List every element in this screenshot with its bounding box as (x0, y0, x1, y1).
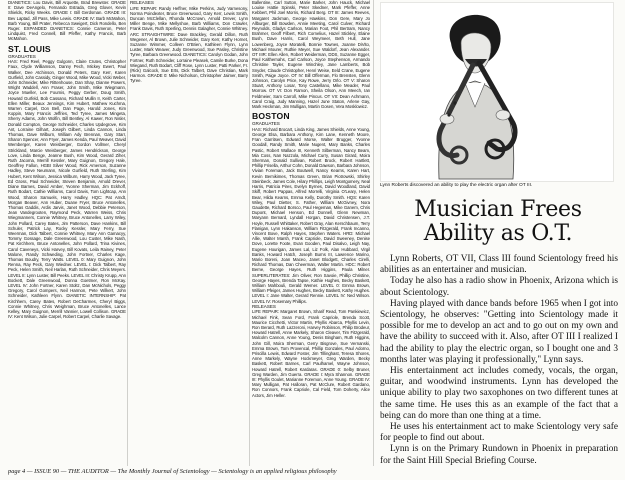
graduates-column-1 (8, 0, 126, 468)
graduates-column-3 (252, 0, 370, 468)
article-paragraph: Lynn Roberts, OT VII, Class III found Scientology freed his abilities as an entertainer and musician. (380, 254, 618, 276)
article-paragraph: His entertainment act includes comedy, vocals, the organ, guitar, and woodwind instruments. Lynn has developed the unique ability to play two saxophones on two different tunes at the same time. He uses this as an example of the fact that a being can do more than one thing at a time. (380, 366, 618, 421)
column-divider (373, 0, 374, 466)
boston-heading: BOSTON (252, 111, 290, 122)
graduates-column-2 (130, 0, 248, 468)
musician-with-saxophones-illustration (381, 3, 613, 181)
column-divider (249, 0, 250, 466)
page-footer: page 4 — ISSUE 90 — THE AUDITOR — The Monthly Journal of Scientology — Scientology is an applied religious philosophy (8, 468, 337, 475)
boston-releases-subheading: RELEASES (252, 303, 276, 309)
st-louis-graduates-subheading: GRADUATES (8, 53, 36, 59)
boston-graduates-subheading: GRADUATES (252, 121, 280, 127)
article-paragraph: He uses his entertainment act to make Scientology very safe for people to find out about. (380, 422, 618, 444)
article-paragraph: Lynn is on the Primary Rundown in Phoenix in preparation for the Saint Hill Special Briefing Course. (380, 444, 618, 466)
boston-graduates-text: HAS: Richard Brocart, Linda King, James Shields, Anne Young, George Elsa, Barbara Anthony, Kim Lane, Kenneth Moore, Fran Garritsen, Edward Morse, Walter Brugger, Yvonne Goodall, Randy Smith, Marie Nugent, Mary Banks, Charles Pastic, Robert Wallace III, Kenneth Silberman, Nancy Beam, Mia Coss, Nan Nazzola, Michael Curry, Susan Girard, Moira Sherman, Donald Sullivan, Robert Brock, Robert Hartlett, Phillip Frisella, Arthur Cohn, Donald Dawson, Barbara Johnson, Vivian Foreman, Jack Boutwell, Nancy Kearns, Karen Hart, Kevin Bernikimes, Thomas Green, Brian Piotrowski, Shirley Steinbeck, James Cole, Hilary Phillips, Leigh Montgomery, Neal Harris, Patricia Pires, Evelyn Byrnes, David Woodland, David Skiff, Robert Pappas, Alfred Morrelli, Virginia O'Leary, Helen Bear, Hilda Kearns, Emma Kelly, Dorothy Smith. HQS: Karen Wiley, Paul Dietter, S. Father, William McGivney, Nora Gaudette, Richard Borsco, Paul Hegeman, Mike Ganem, Chris Dupont, Michael Henson, Ed Donnell, Glenn Newman, Maryann Bernard, Lyndall Horgan, David Christensen, J.T. Hoyle, Russell Whittaker, Robert Gray, Alan Kerschbaum, Terry Flanigan, Lynn Hakanson, William Fitzgerald, Frank Incanno, Vincent Bove, Ralph Hayes, Stephen Waters. HRD: Michael Allie, Walter Marsh, Frank Capriole, David Sweeney, Denise Dove, Lorette Foote, Evan Gooden, Paul Disalvo, Leigh Nay, Eugene Hourigan, James Lal, Liz Folk, Alan Hubbard, Virgil Banks, Howard Hatch, Joseph Burns III, Lawrence Marino, Mario Boreni, Joan Maceo, Janet Blodgett, Charles Cirelli, Richard Thomas, Dan Cheerman, Walter Martin. HDC: Robert Berne, George Hayes, Ruth Higgins, Paula Milner. SUPERLITERATES: Jim Oliver, Ron Savoie, Phillip Christine, George Hayes, Brenda Tapse, Kathie Hughes, Becky Baskett, William Mahbouli, Gerald Wemer. LEVEL 0: Emma Brown, William Pfeiger, James Hughes, Becky Baskett, Kathy Hughes. LEVEL I: Jane Walter, Gerard Rennie. LEVEL IV: Ned Wilson. LEVEL IV: Rosemary Phillips. (252, 126, 370, 304)
article-paragraph: Today he also has a radio show in Phoenix, Arizona which is about Scientology. (380, 276, 618, 298)
st-louis-heading: ST. LOUIS (8, 43, 51, 54)
st-louis-releases-subheading: RELEASES (130, 0, 154, 5)
column3-top-text: Ballentine, Carl Sutton, Marie Barker, John Hauck, Michael Louise Hattie Spinski, Peter Skedner, Mark Pfeffer, Anne Kebbert, Phil Joel Morris, Richard Berg. OT III: James Reeves, Margaret Jackman, George Hawkins, Don Gere, Mary Jo Allburger, Bill Bowden, Annie Meeting, Carol Culver, Richard Reynolds, Gladys Carlson, Marian Foot, Phil Bertram, Nancy Brahmer, Geoff Filbert, Rich Cornelius, Hazel Stickley, Elaine Bush, Dave Harris, Carol Weymeer, Beth Hull, Jane Lowenberg, Joyce Moratelli, Bonnie Townes, Joanne DiVito, Michael Mourer, Ruthie Meyer, Sue Waldorf, Jean Alexander. OT IIIR: Ellen Allen, Robert Weiderman, DDS, Suzanne Egger, Paul Kalthernahs, Carl Carlson, Joyce Stephenson, Armando Christine Tayler, Eugene Winchley, Jane Lamberts, Bob Snyder, Claude Christopher, Henri Weise, Eeld Crane, Eugene Smith, Paige Joyce. OT IV: Bill Offerman, Flo Brensten, Glenn Johnson, Carolyn Price, Kay Rowe, Jerry Orlo. OT V: Sharon Stuart, Anthony Losar, Tony Castellano, Mike Meader, Paul Morrow. OT VI: Don Ramon, Sheila Olson, Ann Meech, Ian Feldmeier, Sam Carroll, Mike Pincus. OT VII: Dean Achmann, Carol Craig, Judy Manning, Hazel June Staton, Arlene Gay, Mark Heckman, Jim Mulligan, Martin Gosen, Vera Mosklowicz. (252, 0, 370, 110)
column-divider (127, 0, 128, 466)
st-louis-graduates-text: HAS: Fred Reel, Peggy Gulgonn, Claire Crutes, Christopher Faux, Clyde Williamson, Danny Pech, Mickey Ewert, Paul Walker, Dee Atchinson, Donald Peters, Gary Kerr, Karen Gurfield, John Cassidy, Ginger Wood, Mike Wood, Vicki Weber, John Schneider, Mike Rittenhouse, Dan Shay, Dianne Powers, Wright Waddell, Ann Fraser, John Smith, Mike Wiegmann, Joyce Mueller, Lee Fournis, Peggy Gerber, Doug Smith, Howard Gurfeld, Bob Cassano, Richard Mullin II, Keith Carter, Ellen Miller, Beaux Jennings, Kim Hubert, Mathew Kuchma, Warren Carpel, Don Bell, Dan Page, Harold Jones, Kim Koppin, Mary Francis Jeffries, Ted Tyree, James Mingeta, Sherry Adams, John Wolfin, Bill Bentley, Al Kawer, Ron Nisler, Donald Compton, George Schneider, Charles Updegrove, Kim Ant, Lorraine Gilhart, Joseph Gilbert, Linda Cannon, Linda Thomas, Dave Wilburn, William Ady Brennan, Gary Starr, Sharon Spencer, Ann Fryer, James Kenda, Paul Weaver, David Wemberger, Karen Weisberger, Gordon Vollmer, Cheryl Strickland, Marcie Weisberger, James Hendrickson, George Love, Linda Benge, Jeanne Bush, Kim Wood, Gerard Ziher, Ruth Jacoma, Merrill Kessler, Mary Guignon, Gregory Hale, Geoffrey Fallon, HGBI Silver Wood, Rick Amerson, Suzanne Hadley, Steve Neumann, Nicole Gurfield, Ruth Sterling, Kim Hubert, Kent Wilson, Jessica Wilburn, Harry Wood, Jack Tyree, Ed Gross, Paul Schneider, Steven Benjamin, Arnold Drever, Diane Barnes, David Amber, Yvonne Sherman, Jim Eckhoff, Ruth Bodart, Cathie Williams, Carol Davis, Tom Lightcap, Ann Wood, Sharon Samuels, Harry Hadley, HQC: Pat Arndt, Morgan Beaver, Ann Huber, Duane Fryer, Bruce Antonelles, Thomas Gaddis, Ardis Jarvis, Janet Wood, Debbie Peterson, Jean Vandegrooten, Raymond Peck, Warren Weiss, Chris Wiegmanners, Connie Whitney, Bruce Antonelles, Larry Wiley, John Pollard, Carey Bates, Jim Patterson, Dave Hankins, Bill Schuler, Patrick Lay, Rocky Kessler, Mary Ferry, Sue Weerman, Dick Talbert, Connie Whitney, Mary Ann Gamacyy, Tommy Gossage, Dale Greenwood, Lou Custer, Mike Nash, Pat Kirchhem, Bruce Antonelles, John Pollard, Trina Kivines, Carol Caveneys, Vicki Harvey, Bill Kovats, Leila Rainey, Peter Malone, Randy Schweding, John Fortner, Charles Kage, Thomas Boudry, Terry Watts. LEVEL 0: Mary Guignon, John Renna, Ray Peck, Gary Wiedner. LEVEL I: Dick Talbert, Ray Peck, Helen Smith, Neil Harlan, Ruth Schneider, Chris Meyers. LEVEL II: Lynn Luster, Bill Peeks. LEVEL III: Christy Krupp, Ann Bockett, Dale Greenwood, Donna Goetmer, Ron McKay. LEVEL IV: John Fortner, Karen Stoltz, Dan McNichols, Peggy Gregory, Carol Gompers, Neil Harmon, Pete Wilkert, John Schneider, Kathleen Flynn. DIANETIC INTERNSHIP: Pat Kirchhem, Carey Bates, Robert DeCharmes, Cheryl Biggs, Connie Whitney, Chris Weighman, Bruce Antonelles, Lance Kelley, Mary Guignon, Merrill Vannier, Lowell Collison. GRADE IV: Kent Wilson, Julie Carpel, Robert Carpel, Charlie Savage. (8, 59, 126, 320)
photo-caption: Lynn Roberts discovered an ability to play the electric organ after OT III. (380, 183, 533, 188)
article-headline: Musician Frees Ability as O.T. (414, 197, 582, 246)
boston-releases-text: LIFE REPAIR: Margaret Brown, Sharif Read, Tom Pankiewicz, Michael Fink, Sean Ford, Frank Capriole, Brenda Scott, Maurice Cicchetti, Victor Martin, Phyllis Abarca, Phyllis Levin, Ron Berard, Ruth Lazzeroni, Harvey Robinson, Philip Brodeur, Howard Hatrell, Anne Markely, Sharon Cleaver, Tim Fitzgerald, Malcolm Cannon, Anne Young, Denis Bingham, Ruth Higgins, John Gill, Moira Sherman, Gerry Bisgrove, Sue Vernanski, Emma Brown, Tom Provencal, Phillip Gonzales, Paul Adorno, Priscilla Lewis, Edward Foster, Jim Tillinghast, Teresa Shores, Anne Markely, Wayne Hockmeyer, Greg Warden, Becky Baskett, Robert Barnes, Carl Paulhamel, Wayne Johnson, Howard Hatrell, Robert Kardaras. GRADE 0: Selby Bruner, Greg Warden, Jim Guerra. GRADE I: Myra Shannon. GRADE III: Phyllis Goulet, Marianne Foremon, Anne Young. GRADE IV: Mary Mulligan, Pat Halloran, Pat McClure, Robert Gardano, Ron Connors, Frank Capriole, Cal Field, Tom Doherty, Alice Actors, Jim Heller. (252, 309, 370, 398)
column1-top-text: DIANETICS: Lou Davis, Bill Arquette, Brad Brewster. GRADE II: Dave DeAngelo, Fernando Estrada, Greg Glover, Kevin Shields, Ricky Weeks. GRADE I: Bill Gerdsman. GRADE III: Bev Laptad, Jill Pass, Mike Lewis. GRADE IV: Barb McMahon, Barb Young, Bill Prater, Rebecca Sweigert, Dick Rondello, Ben Ruger. EXPANDED DIANETICS: Connie Cameron, Peter Lindquist, Fred Connell, Bill Pfeffer, Kathy Francis, Barb McMahon. (8, 0, 126, 42)
article-paragraph: Having played with dance bands before 1965 when I got into Scientology, he observes: "Getting into Scientology made it possible for me to develop an act and to go out on my own and have the ability to succeed with it. Also, after OT III I realized I had the ability to play the electric organ, so I bought one and 3 months later was playing it professionally," Lynn says. (380, 298, 618, 365)
musician-photo (380, 2, 614, 182)
st-louis-releases-text: LIFE REPAIR: Randy Heffner, Mike Perkins, Judy Varnesony, Norma Poindexter, Bruce Greenwood, Gary Kerr, Lewis Smith, Duncan McClellan, Rhonda McCrown, Arnold Drever, Lynn Miller Benge, Mike Mellyshoe, Barb Williams, Don Crawler, Frank Davis, Ruth Sperling, Dennis Galagher, Connie Whitney. ARC STRAIGHTWIRE: Dave Brackley, Gerald Dillon, Ruth Wegener, Al Brown, Julie Schneider, Gary Kerr, Kathy Hornet, Suzanne Wimmer, Colleen O'Brien, Kathleen Flynn, Lynn Luster, Mark Weaver, Judy Greenwood, Sue Pasley, Christine Tyree, Barbara Greenwood. DIANETICS: Carolyn Godan, John Fortner, Ruth Schneider, Lorraine Pleasek, Camile Burke, Dona Wiegand, Ruth Bodart, Cliff Rose, Lynn Luster, Patti Parker, Fr. (Rick) Galcock, Sue Erts, Dick Talbert, Dave Christian, Mark Harmon. GRADE 0: Mike Nicholson, Christopher Jaimer, Barry Tyree. (130, 5, 248, 84)
article-body (380, 254, 618, 466)
